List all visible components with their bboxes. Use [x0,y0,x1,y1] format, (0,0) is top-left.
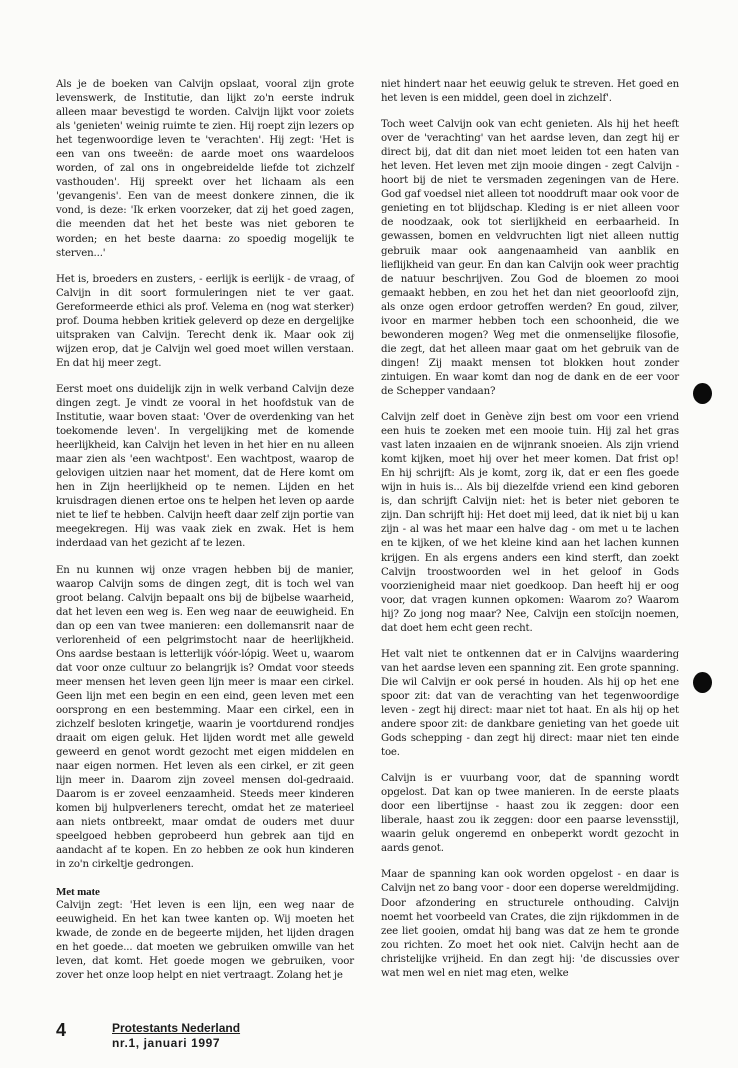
paragraph: Calvijn is er vuurbang voor, dat de spanning wordt opgelost. Dat kan op twee manieren. In de eerste plaats door een libertijnse - haast zou ik zeggen: door een liberale, haast zou ik zeggen: door een paarse levensstijl, waarin geluk ongeremd en onbeperkt wordt gezocht in aards genot. [381,773,679,855]
paragraph: Het is, broeders en zusters, - eerlijk is eerlijk - de vraag, of Calvijn in dit soort formuleringen niet te ver gaat. Gereformeerde ethici als prof. Velema en (nog wat sterker) prof. Douma hebben kritiek geleverd op deze en dergelijke uitspraken van Calvijn. Terecht denk ik. Maar ook zij wijzen erop, dat je Calvijn wel goed moet willen verstaan. En dat hij meer zegt. [56,273,354,369]
paragraph: Calvijn zegt: 'Het leven is een lijn, een weg naar de eeuwigheid. En het kan twee kanten op. Wij moeten het kwade, de zonde en de begeerte mijden, het lijden dragen en het goede... dat moeten we gebruiken omwille van het leven, dat komt. Het goede mogen we gebruiken, voor zover het onze loop helpt en niet vertraagt. Zolang het je [56,899,354,981]
binder-hole-icon [693,383,712,404]
publication-title: Protestants Nederland [112,1021,241,1035]
right-column [381,78,679,981]
publication-info [112,1021,240,1051]
page-number: 4 [56,1020,67,1040]
paragraph: En nu kunnen wij onze vragen hebben bij de manier, waarop Calvijn soms de dingen zegt, dit is toch wel van groot belang. Calvijn bepaalt ons bij de bijbelse waarheid, dat het leven een weg is. Een weg naar de eeuwigheid. En dan op een van twee manieren: een dollemansrit naar de verlorenheid of een pelgrimstocht naar de heerlijkheid. Ons aardse bestaan is letterlijk vóór-lópig. Weet u, waarom dat voor onze cultuur zo belangrijk is? Omdat voor steeds meer mensen het leven geen lijn meer is maar een cirkel. Geen lijn met een begin en een eind, geen leven met een oorsprong en een bestemming. Maar een cirkel, een in zichzelf besloten kringetje, waarin je voortdurend rondjes draait om eigen geluk. Het lijden wordt met alle geweld geweerd en genot wordt gezocht met eigen middelen en naar eigen normen. Het leven als een cirkel, er zit geen lijn meer in. Daarom zijn zoveel mensen dol-gedraaid. Daarom is er zoveel eenzaamheid. Steeds meer kinderen komen bij hulpverleners terecht, omdat het ze materieel aan niets ontbreekt, maar omdat de ouders met duur speelgoed hebben geprobeerd hun gebrek aan tijd en aandacht af te kopen. En zo hebben ze ook hun kinderen in zo'n cirkeltje gedrongen. [56,564,354,871]
section-heading: Met mate [56,885,100,898]
paragraph: Als je de boeken van Calvijn opslaat, vooral zijn grote levenswerk, de Institutie, dan lijkt zo'n eerste indruk alleen maar bevestigd te worden. Calvijn lijkt voor zoiets als 'genieten' weinig ruimte te zien. Hij roept zijn lezers op het tegenwoordige leven te 'verachten'. Hij zegt: 'Het is een van ons tweeën: de aarde moet ons waardeloos worden, of zal ons in ongebreidelde liefde tot zichzelf vasthouden'. Hij spreekt over het lichaam als een 'gevangenis'. Een van de meest donkere zinnen, die ik vond, is deze: 'Ik erken voorzeker, dat zij het goed zagen, die meenden dat het het beste was niet geboren te worden; en het beste daarna: zo spoedig mogelijk te sterven...' [56,79,354,259]
paragraph: Eerst moet ons duidelijk zijn in welk verband Calvijn deze dingen zegt. Je vindt ze vooral in het hoofdstuk van de Institutie, waar boven staat: 'Over de overdenking van het toekomende leven'. In vergelijking met de komende heerlijkheid, kan Calvijn het leven in het hier en nu alleen maar zien als 'een wachtpost'. Een wachtpost, waarop de gelovigen uitzien naar het moment, dat de Here komt om hen in Zijn heerlijkheid op te nemen. Lijden en het kruisdragen dienen ertoe ons te helpen het leven op aarde niet te lief te hebben. Calvijn heeft daar zelf zijn portie van meegekregen. Hij was vaak ziek en zwak. Het is hem inderdaad van het gezicht af te lezen. [56,383,354,550]
paragraph: Maar de spanning kan ook worden opgelost - en daar is Calvijn net zo bang voor - door een doperse wereldmijding. Door afzondering en structurele onthouding. Calvijn noemt het voorbeeld van Crates, die zijn rijkdommen in de zee liet gooien, omdat hij bang was dat ze hem te gronde zou richten. Zo moet het ook niet. Calvijn hecht aan de christelijke vrijheid. En dan zegt hij: 'de discussies over wat men wel en niet mag eten, welke [381,869,679,979]
binder-hole-icon [693,672,712,693]
left-column [56,78,354,983]
issue-label: nr.1, januari 1997 [112,1036,221,1050]
paragraph: Calvijn zelf doet in Genève zijn best om voor een vriend een huis te zoeken met een mooie tuin. Hij zal het gras vast laten inzaaien en de wijnrank snoeien. Als zijn vriend komt kijken, moet hij over het meer komen. Dat frist op! En hij schrijft: Als je komt, zorg ik, dat er een fles goede wijn in huis is... Als bij diezelfde vriend een kind geboren is, dan schrijft Calvijn niet: het is beter niet geboren te zijn. Dan schrijft hij: Het doet mij leed, dat ik niet bij u kan zijn - al was het maar een halve dag - om met u te lachen en te kijken, of we het kleine kind aan het lachen kunnen krijgen. En als ergens anders een kind sterft, dan zoekt Calvijn troostwoorden wel in het geloof in Gods voorzienigheid maar niet goedkoop. Dan heeft hij er oog voor, dat vragen kunnen opkomen: Waarom zo? Waarom hij? Zo jong nog maar? Nee, Calvijn een stoïcijn noemen, dat doet hem echt geen recht. [381,412,679,634]
paragraph: Het valt niet te ontkennen dat er in Calvijns waardering van het aardse leven een spanning zit. Een grote spanning. Die wil Calvijn er ook persé in houden. Als hij op het ene spoor zit: dat van de verachting van het tegenwoordige leven - zegt hij direct: maar niet tot haat. En als hij op het andere spoor zit: de dankbare genieting van het goede uit Gods schepping - dan zegt hij direct: maar niet ten einde toe. [381,648,680,759]
paragraph: niet hindert naar het eeuwig geluk te streven. Het goed en het leven is een middel, geen doel in zichzelf'. [381,79,679,105]
paragraph: Toch weet Calvijn ook van echt genieten. Als hij het heeft over de 'verachting' van het aardse leven, dan zegt hij er direct bij, dat dit dan niet moet leiden tot een haten van het leven. Het leven met zijn mooie dingen - zegt Calvijn - hoort bij de niet te versmaden zegeningen van de Here. God gaf voedsel niet alleen tot nooddruft maar ook voor de genieting en tot blijdschap. Kleding is er niet alleen voor de noodzaak, ook tot sierlijkheid en eerbaarheid. In gewassen, bomen en veldvruchten ligt niet alleen nuttig gebruik maar ook aangenaamheid van aanblik en lieflijkheid van geur. En dan kan Calvijn ook weer prachtig de natuur beschrijven. Zou God de bloemen zo mooi gemaakt hebben, en zou het het dan niet geoorloofd zijn, als onze ogen erdoor getroffen werden? En goud, zilver, ivoor en marmer hebben toch een schoonheid, die we bewonderen mogen? Weg met die onmenselijke filosofie, die zegt, dat het alleen maar gaat om het gebruik van de dingen! Zij maakt mensen tot blokken hout zonder zintuigen. En waar komt dan nog de dank en de eer voor de Schepper vandaan? [381,119,679,397]
